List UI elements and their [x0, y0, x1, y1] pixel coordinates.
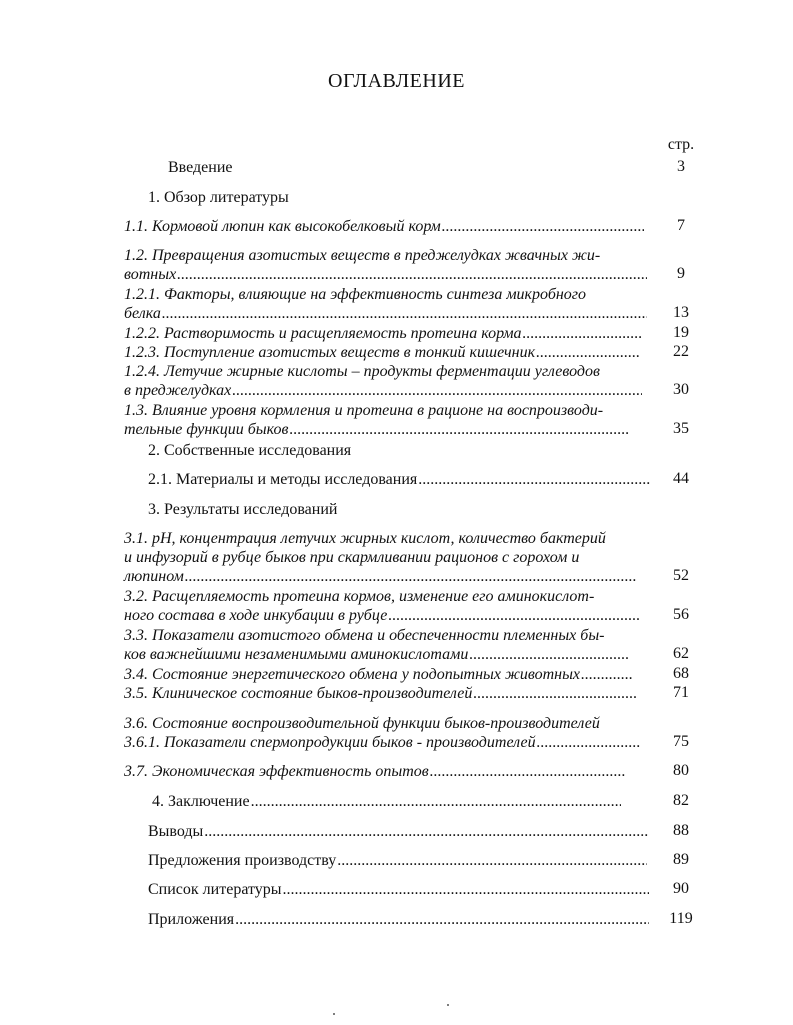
scan-speck: [333, 1013, 335, 1015]
toc-entry-title-text: вотных: [124, 266, 177, 283]
page-number: 68: [673, 665, 689, 682]
page-number: 82: [673, 792, 689, 809]
toc-entry-line: и инфузорий в рубце быков при скармливании рационов с горохом и: [124, 549, 580, 566]
toc-entry-line: 1.3. Влияние уровня кормления и протеина в рационе на воспроизводи-: [124, 402, 604, 419]
toc-entry-title-text: люпином: [124, 568, 184, 585]
toc-entry-title: [124, 324, 643, 343]
page-number: 62: [673, 645, 689, 662]
dot-leader: [283, 880, 649, 899]
toc-entry-title: 1. Обзор литературы: [148, 189, 289, 206]
page-number: 9: [677, 265, 685, 282]
toc-entry-line: 1.2.1. Факторы, влияющие на эффективность синтеза микробного: [124, 286, 587, 303]
toc-entry-title: [152, 792, 621, 811]
toc-entry-title-text: Приложения: [148, 911, 235, 928]
page-number: 89: [673, 851, 689, 868]
toc-entry-title: [124, 343, 640, 362]
page-number: 3: [677, 158, 685, 175]
dot-leader: [442, 217, 644, 236]
dot-leader: [469, 645, 628, 664]
toc-entry-title: [124, 381, 642, 400]
dot-leader: [162, 304, 647, 323]
page-number: 22: [673, 343, 689, 360]
toc-entry-title: [124, 645, 628, 664]
page-number: 75: [673, 733, 689, 750]
toc-entry-title-text: 1.2.2. Растворимость и расщепляемость протеина корма: [124, 325, 522, 342]
page-number: 19: [673, 324, 689, 341]
page-number: 71: [673, 684, 689, 701]
toc-entry-title-text: ного состава в ходе инкубации в рубце: [124, 607, 388, 624]
page-number: 44: [673, 470, 689, 487]
toc-entry-title-text: 4. Заключение: [152, 793, 250, 810]
toc-entry-line: 1.2. Превращения азотистых веществ в преджелудках жвачных жи-: [124, 247, 601, 264]
toc-entry-line: 3.3. Показатели азотистого обмена и обеспеченности племенных бы-: [124, 627, 605, 644]
dot-leader: [235, 910, 649, 929]
page-number: 7: [677, 217, 685, 234]
toc-entry-title: 2. Собственные исследования: [148, 442, 352, 459]
page-number: 80: [673, 762, 689, 779]
toc-entry-title-text: 3.6.1. Показатели спермопродукции быков - производителей: [124, 734, 536, 751]
page-number: 13: [673, 304, 689, 321]
page-number: 52: [673, 567, 689, 584]
dot-leader: [473, 684, 636, 703]
toc-entry-line: 3.2. Расщепляемость протеина кормов, изменение его аминокислот-: [124, 588, 595, 605]
toc-entry-title: [148, 880, 649, 899]
toc-entry-title: [148, 822, 649, 841]
toc-entry-title: [148, 910, 649, 929]
dot-leader: [177, 265, 647, 284]
dot-leader: [337, 851, 647, 870]
dot-leader: [185, 567, 636, 586]
toc-entry-title-text: Список литературы: [148, 881, 282, 898]
toc-entry-title: [124, 684, 636, 703]
dot-leader: [536, 343, 640, 362]
dot-leader: [418, 470, 651, 489]
toc-entry-title: [124, 606, 640, 625]
toc-entry-title: [124, 265, 647, 284]
page-number: 30: [673, 381, 689, 398]
page-number: 35: [673, 420, 689, 437]
toc-entry-title: 3. Результаты исследований: [148, 501, 338, 518]
dot-leader: [523, 324, 643, 343]
page-number: 56: [673, 606, 689, 623]
toc-entry-title-text: 3.5. Клиническое состояние быков-производителей: [124, 685, 473, 702]
toc-entry-line: 1.2.4. Летучие жирные кислоты – продукты ферментации углеводов: [124, 363, 600, 380]
dot-leader: [537, 733, 640, 752]
dot-leader: [388, 606, 640, 625]
toc-entry-title: Введение: [168, 159, 233, 176]
toc-entry-title: [148, 851, 647, 870]
toc-entry-title: [124, 420, 629, 439]
toc-entry-title-text: белка: [124, 305, 161, 322]
page-number: 88: [673, 822, 689, 839]
page-number: 119: [669, 910, 693, 927]
dot-leader: [232, 381, 642, 400]
toc-entry-title: [124, 762, 626, 781]
toc-entry-title-text: 1.2.3. Поступление азотистых веществ в тонкий кишечник: [124, 344, 536, 361]
dot-leader: [430, 762, 626, 781]
scan-speck: [447, 1004, 449, 1006]
dot-leader: [204, 822, 649, 841]
toc-entry-title: [124, 665, 633, 684]
toc-entry-title-text: Выводы: [148, 823, 204, 840]
toc-entry-title-text: Предложения производству: [148, 852, 337, 869]
page-number: 90: [673, 880, 689, 897]
toc-entry-title-text: 3.4. Состояние энергетического обмена у подопытных животных: [124, 666, 580, 683]
dot-leader: [251, 792, 621, 811]
toc-entry-title-text: 2.1. Материалы и методы исследования: [148, 471, 418, 488]
toc-entry-title: 3.6. Состояние воспроизводительной функции быков-производителей: [124, 715, 600, 732]
toc-entry-line: 3.1. pH, концентрация летучих жирных кислот, количество бактерий: [124, 530, 606, 547]
dot-leader: [581, 665, 633, 684]
toc-entry-title-text: 1.1. Кормовой люпин как высокобелковый корм: [124, 218, 441, 235]
toc-entry-title: [148, 470, 651, 489]
toc-entry-title: [124, 217, 644, 236]
toc-entry-title-text: 3.7. Экономическая эффективность опытов: [124, 763, 429, 780]
toc-entry-title: [124, 733, 640, 752]
toc-entry-title-text: тельные функции быков: [124, 421, 289, 438]
toc-entry-title-text: ков важнейшими незаменимыми аминокислотами: [124, 646, 469, 663]
toc-entry-title: [124, 304, 647, 323]
page-title: ОГЛАВЛЕНИЕ: [328, 70, 465, 92]
toc-entry-title-text: в преджелудках: [124, 382, 232, 399]
toc-entry-title: [124, 567, 636, 586]
page-column-label: стр.: [667, 136, 695, 153]
dot-leader: [289, 420, 629, 439]
